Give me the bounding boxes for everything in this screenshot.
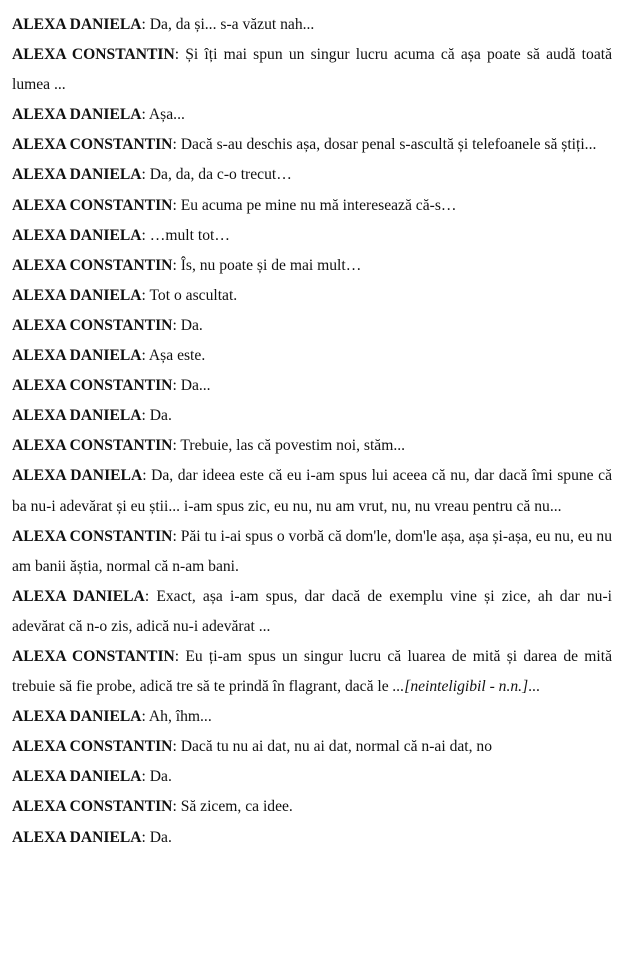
utterance-text: Și îți mai spun un singur lucru acuma că așa poate să audă toată lumea ... <box>12 46 612 94</box>
transcript-line: ALEXA DANIELA: Da. <box>12 768 172 786</box>
transcript-line: ALEXA CONSTANTIN: Trebuie, las că povestim noi, stăm... <box>12 437 406 455</box>
speaker-name: ALEXA CONSTANTIN <box>12 647 175 665</box>
transcript-line: ALEXA DANIELA: Da, da, da c-o trecut… <box>12 166 292 184</box>
speaker-name: ALEXA CONSTANTIN <box>12 256 173 274</box>
utterance-text: Trebuie, las că povestim noi, stăm... <box>180 437 406 455</box>
transcript-line: ALEXA DANIELA: Tot o ascultat. <box>12 286 238 304</box>
transcript-line: ALEXA DANIELA: Exact, așa i-am spus, dar dacă de exemplu vine și zice, ah dar nu-i adevărat că n-o zis, adică nu-i adevărat ... <box>12 587 612 635</box>
utterance-text: Da. <box>180 316 203 334</box>
utterance-text: Da. <box>149 407 172 425</box>
utterance-text: Da, dar ideea este că eu i-am spus lui aceea că nu, dar dacă îmi spune că ba nu-i adevărat și eu știi... i-am spus zic, eu nu, nu am vrut, nu, nu vreau pentru că nu... <box>12 467 612 515</box>
utterance-text: Așa este. <box>148 347 206 365</box>
transcript-line: ALEXA DANIELA: Ah, îhm... <box>12 708 212 726</box>
utterance-text: Ah, îhm... <box>148 708 212 726</box>
speaker-name: ALEXA DANIELA <box>12 16 142 33</box>
transcript-line: ALEXA CONSTANTIN: Păi tu i-ai spus o vorbă că dom'le, dom'le așa, așa și-așa, eu nu, eu nu am banii ăștia, normal că n-am bani. <box>12 527 612 575</box>
transcript-line: ALEXA CONSTANTIN: Dacă s-au deschis așa, dosar penal s-ascultă și telefoanele să știți... <box>12 136 597 154</box>
speaker-name: ALEXA DANIELA <box>12 347 142 365</box>
utterance-text: Tot o ascultat. <box>149 286 238 304</box>
transcript-line: ALEXA CONSTANTIN: Îs, nu poate și de mai mult… <box>12 256 362 274</box>
utterance-text: Dacă tu nu ai dat, nu ai dat, normal că n-ai dat, no <box>180 738 493 756</box>
speaker-name: ALEXA DANIELA <box>12 106 142 124</box>
utterance-text: Păi tu i-ai spus o vorbă că dom'le, dom'le așa, așa și-așa, eu nu, eu nu am banii ăștia, normal că n-am bani. <box>12 527 612 575</box>
transcript-line: ALEXA CONSTANTIN: Da... <box>12 377 211 395</box>
transcript-line: ALEXA DANIELA: Da. <box>12 407 172 425</box>
utterance-tail: ... <box>528 678 540 696</box>
speaker-name: ALEXA DANIELA <box>12 708 142 726</box>
utterance-text: Da, da și... s-a văzut nah... <box>149 16 315 33</box>
transcript-line: ALEXA CONSTANTIN: Eu ți-am spus un singur lucru că luarea de mită și darea de mită trebuie să fie probe, adică tre să te prindă în flagrant, dacă le ...[neinteligibil - n.n.]... <box>12 647 612 696</box>
speaker-name: ALEXA DANIELA <box>12 467 143 485</box>
transcript-line: ALEXA CONSTANTIN: Dacă tu nu ai dat, nu ai dat, normal că n-ai dat, no <box>12 738 493 756</box>
speaker-name: ALEXA CONSTANTIN <box>12 46 175 64</box>
utterance-text: Dacă s-au deschis așa, dosar penal s-ascultă și telefoanele să știți... <box>180 136 597 154</box>
speaker-name: ALEXA DANIELA <box>12 407 142 425</box>
utterance-text: Îs, nu poate și de mai mult… <box>180 256 362 274</box>
utterance-text: …mult tot… <box>149 226 230 244</box>
speaker-name: ALEXA DANIELA <box>12 828 142 846</box>
transcript-line: ALEXA DANIELA: …mult tot… <box>12 226 230 244</box>
transcript-line: ALEXA CONSTANTIN: Da. <box>12 316 203 334</box>
speaker-name: ALEXA DANIELA <box>12 768 142 786</box>
utterance-text: Da... <box>180 377 211 395</box>
utterance-text: Eu acuma pe mine nu mă interesează că-s… <box>180 196 457 214</box>
speaker-name: ALEXA DANIELA <box>12 286 142 304</box>
transcript-line: ALEXA DANIELA: Da. <box>12 828 172 846</box>
editorial-note: ...[neinteligibil - n.n.] <box>392 678 529 696</box>
transcript-line: ALEXA CONSTANTIN: Și îți mai spun un singur lucru acuma că așa poate să audă toată lumea ... <box>12 46 612 94</box>
speaker-name: ALEXA CONSTANTIN <box>12 437 173 455</box>
speaker-name: ALEXA CONSTANTIN <box>12 316 173 334</box>
speaker-name: ALEXA DANIELA <box>12 166 142 184</box>
utterance-text: Exact, așa i-am spus, dar dacă de exemplu vine și zice, ah dar nu-i adevărat că n-o zis, adică nu-i adevărat ... <box>12 587 612 635</box>
utterance-text: Da. <box>149 768 172 786</box>
transcript-line: ALEXA DANIELA: Așa... <box>12 106 185 124</box>
utterance-text: Să zicem, ca idee. <box>180 798 293 816</box>
transcript-line: ALEXA CONSTANTIN: Să zicem, ca idee. <box>12 798 293 816</box>
utterance-text: Da, da, da c-o trecut… <box>149 166 292 184</box>
transcript <box>12 10 612 853</box>
speaker-name: ALEXA CONSTANTIN <box>12 798 173 816</box>
transcript-line: ALEXA CONSTANTIN: Eu acuma pe mine nu mă interesează că-s… <box>12 196 457 214</box>
speaker-name: ALEXA CONSTANTIN <box>12 377 173 395</box>
speaker-name: ALEXA DANIELA <box>12 226 142 244</box>
transcript-line: ALEXA DANIELA: Așa este. <box>12 347 206 365</box>
speaker-name: ALEXA CONSTANTIN <box>12 196 173 214</box>
utterance-text: Da. <box>149 828 172 846</box>
transcript-line: ALEXA DANIELA: Da, dar ideea este că eu i-am spus lui aceea că nu, dar dacă îmi spune că ba nu-i adevărat și eu știi... i-am spus zic, eu nu, nu am vrut, nu, nu vreau pentru că nu... <box>12 467 612 515</box>
speaker-name: ALEXA CONSTANTIN <box>12 136 173 154</box>
utterance-text: Eu ți-am spus un singur lucru că luarea de mită și darea de mită trebuie să fie probe, adică tre să te prindă în flagrant, dacă le <box>12 647 612 696</box>
speaker-name: ALEXA CONSTANTIN <box>12 527 173 545</box>
utterance-text: Așa... <box>148 106 185 124</box>
speaker-name: ALEXA DANIELA <box>12 587 145 605</box>
speaker-name: ALEXA CONSTANTIN <box>12 738 173 756</box>
transcript-line: ALEXA DANIELA: Da, da și... s-a văzut nah... <box>12 16 315 33</box>
